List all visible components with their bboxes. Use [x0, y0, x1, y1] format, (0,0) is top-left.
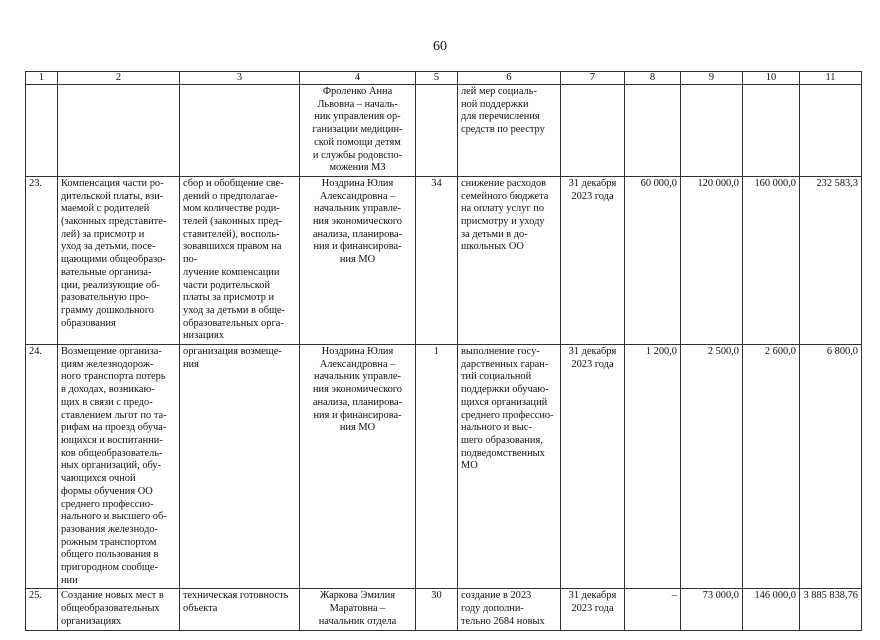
- column-number: 6: [458, 72, 561, 85]
- result-cell: снижение расходов семейного бюджета на оплату услуг по присмотру и уходу за детьми в до- школьных ОО: [458, 176, 561, 344]
- result-cell: создание в 2023 году дополни- тельно 2684 новых: [458, 589, 561, 630]
- measure-name-cell: [58, 85, 180, 177]
- table-row: [26, 85, 862, 177]
- measure-name-cell: Создание новых мест в общеобразовательных организациях: [58, 589, 180, 630]
- deadline-cell: 31 декабря 2023 года: [561, 345, 625, 589]
- result-cell: выполнение госу- дарственных гаран- тий социальной поддержки обучаю- щихся организаций среднего профессио- нального и выс- шего образования, подведомственных МО: [458, 345, 561, 589]
- amount-cell: 146 000,0: [743, 589, 800, 630]
- result-cell: лей мер социаль- ной поддержки для перечисления средств по реестру: [458, 85, 561, 177]
- amount-cell: 3 885 838,76: [800, 589, 862, 630]
- amount-cell: [625, 85, 681, 177]
- amount-cell: 73 000,0: [681, 589, 743, 630]
- responsible-cell: Жаркова Эмилия Маратовна – начальник отдела: [300, 589, 416, 630]
- code-cell: 30: [416, 589, 458, 630]
- column-number: 2: [58, 72, 180, 85]
- activity-cell: организация возмеще- ния: [180, 345, 300, 589]
- amount-cell: [800, 85, 862, 177]
- column-number: 7: [561, 72, 625, 85]
- measure-name-cell: Возмещение организа- циям железнодорож- ного транспорта потерь в доходах, возникаю- щих в связи с предо- ставлением льгот по та- рифам на проезд обуча- ющихся и воспитанни- ков общеобразователь- ных организаций, обу- чающихся очной формы обучения ОО среднего профессио- нального и высшего об- разования железнодо- рожным транспортом общего пользования в пригородном сообще- нии: [58, 345, 180, 589]
- row-number-cell: 24.: [26, 345, 58, 589]
- amount-cell: 232 583,3: [800, 176, 862, 344]
- column-number: 5: [416, 72, 458, 85]
- activity-cell: сбор и обобщение све- дений о предполагае- мом количестве роди- телей (законных пред- ставителей), восполь- зовавшихся правом на по- лучение компенсации части родительской платы за присмотр и уход за детьми в обще- образовательных орга- низациях: [180, 176, 300, 344]
- responsible-cell: Фроленко Анна Львовна – началь- ник управления ор- ганизации медицин- ской помощи детям и службы родовспо- можения МЗ: [300, 85, 416, 177]
- column-number: 11: [800, 72, 862, 85]
- amount-cell: 6 800,0: [800, 345, 862, 589]
- amount-cell: –: [625, 589, 681, 630]
- amount-cell: [681, 85, 743, 177]
- measures-table: [25, 71, 862, 631]
- amount-cell: [743, 85, 800, 177]
- amount-cell: 2 500,0: [681, 345, 743, 589]
- deadline-cell: 31 декабря 2023 года: [561, 589, 625, 630]
- column-number: 9: [681, 72, 743, 85]
- amount-cell: 60 000,0: [625, 176, 681, 344]
- row-number-cell: [26, 85, 58, 177]
- column-number: 4: [300, 72, 416, 85]
- amount-cell: 1 200,0: [625, 345, 681, 589]
- column-number: 8: [625, 72, 681, 85]
- table-row: [26, 176, 862, 344]
- activity-cell: техническая готовность объекта: [180, 589, 300, 630]
- code-cell: [416, 85, 458, 177]
- column-numbers-row: [26, 72, 862, 85]
- column-number: 1: [26, 72, 58, 85]
- page-number: 60: [433, 39, 447, 54]
- code-cell: 1: [416, 345, 458, 589]
- responsible-cell: Ноздрина Юлия Александровна – начальник управле- ния экономического анализа, планирова- ния и финансирова- ния МО: [300, 345, 416, 589]
- column-number: 3: [180, 72, 300, 85]
- measure-name-cell: Компенсация части ро- дительской платы, взи- маемой с родителей (законных представите- лей) за присмотр и уход за детьми, посе- щающими общеобразо- вательные организа- ции, реализующие об- разовательную про- грамму дошкольного образования: [58, 176, 180, 344]
- row-number-cell: 25.: [26, 589, 58, 630]
- amount-cell: 2 600,0: [743, 345, 800, 589]
- responsible-cell: Ноздрина Юлия Александровна – начальник управле- ния экономического анализа, планирова- ния и финансирова- ния МО: [300, 176, 416, 344]
- deadline-cell: [561, 85, 625, 177]
- activity-cell: [180, 85, 300, 177]
- amount-cell: 120 000,0: [681, 176, 743, 344]
- table-row: [26, 345, 862, 589]
- row-number-cell: 23.: [26, 176, 58, 344]
- code-cell: 34: [416, 176, 458, 344]
- column-number: 10: [743, 72, 800, 85]
- deadline-cell: 31 декабря 2023 года: [561, 176, 625, 344]
- amount-cell: 160 000,0: [743, 176, 800, 344]
- table-row: [26, 589, 862, 630]
